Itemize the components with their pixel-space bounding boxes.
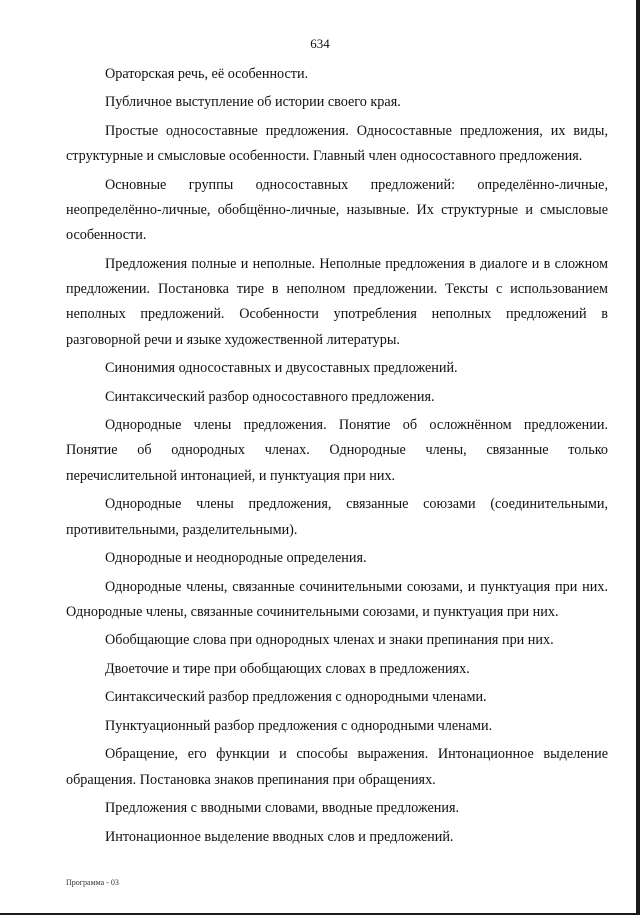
paragraph-punctuation-analysis: Пунктуационный разбор предложения с однородными членами.: [105, 717, 493, 734]
paragraph-synonymy: Синонимия односоставных и двусоставных предложений.: [105, 360, 458, 377]
paragraph-syntax-analysis-one-part: Синтаксический разбор односоставного предложения.: [105, 388, 435, 405]
paragraph-syntax-analysis-homogeneous: Синтаксический разбор предложения с однородными членами.: [105, 689, 487, 706]
footer-label: Программа - 03: [66, 878, 119, 887]
page-number: 634: [310, 36, 330, 51]
paragraph-complete-incomplete: Предложения полные и неполные. Неполные предложения в диалоге и в сложном предложении. Постановка тире в неполном предложении. Тексты с использованием неполных предложений. Особенности употребления неполных предложений в разговорной речи и языке художественной литературы.: [66, 255, 608, 348]
paragraph-main-groups: Основные группы односоставных предложений: определённо-личные, неопределённо-личные, обобщённо-личные, назывные. Их структурные и смысловые особенности.: [66, 176, 608, 244]
paragraph-generalizing-words: Обобщающие слова при однородных членах и знаки препинания при них.: [105, 632, 554, 649]
paragraph-public-speech: Публичное выступление об истории своего края.: [105, 94, 401, 111]
paragraph-introductory-words: Предложения с вводными словами, вводные предложения.: [105, 800, 460, 817]
paragraph-homogeneous-conjunctions: Однородные члены предложения, связанные союзами (соединительными, противительными, разделительными).: [66, 496, 608, 538]
document-body: [66, 62, 608, 853]
paragraph-oratory-speech: Ораторская речь, её особенности.: [105, 66, 309, 82]
paragraph-coordinating-conjunctions: Однородные члены, связанные сочинительными союзами, и пунктуация при них. Однородные члены, связанные сочинительными союзами, и пунктуация при них.: [66, 578, 608, 620]
paragraph-intonation-introductory: Интонационное выделение вводных слов и предложений.: [105, 828, 454, 845]
paragraph-colon-dash: Двоеточие и тире при обобщающих словах в предложениях.: [105, 660, 470, 677]
paragraph-simple-one-part-sentences: Простые односоставные предложения. Односоставные предложения, их виды, структурные и смысловые особенности. Главный член односоставного предложения.: [66, 122, 608, 165]
paragraph-address: Обращение, его функции и способы выражения. Интонационное выделение обращения. Постановка знаков препинания при обращениях.: [66, 746, 608, 788]
paragraph-homogeneous-members: Однородные члены предложения. Понятие об осложнённом предложении. Понятие об однородных членах. Однородные члены, связанные только перечислительной интонацией, и пунктуация при них.: [66, 417, 608, 484]
paragraph-homogeneous-definitions: Однородные и неоднородные определения.: [105, 550, 367, 567]
